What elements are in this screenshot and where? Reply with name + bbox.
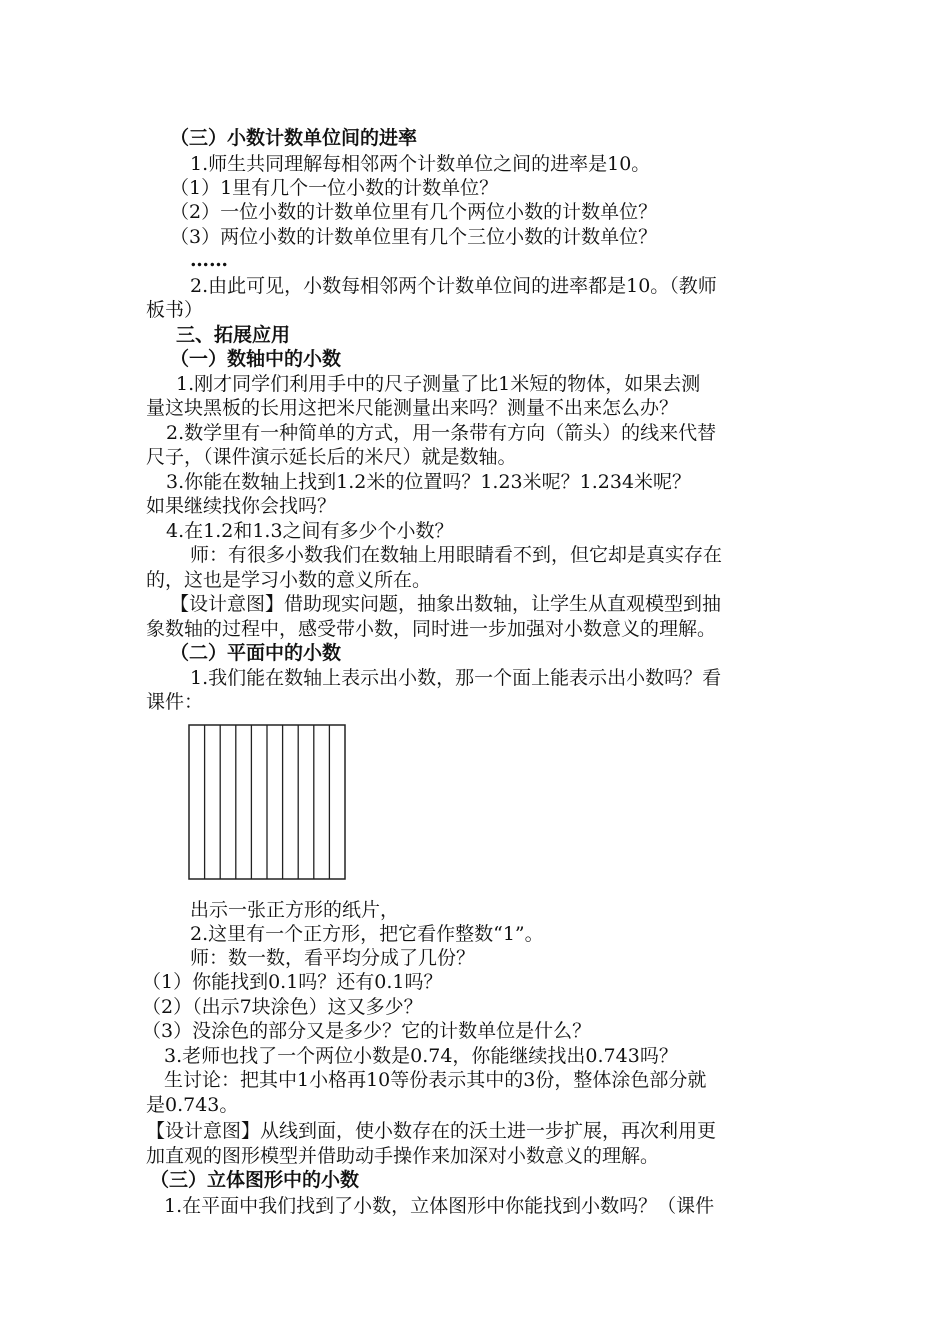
question-line: （1）1里有几个一位小数的计数单位？ xyxy=(170,177,499,199)
design-intent-line: 加直观的图形模型并借助动手操作来加深对小数意义的理解。 xyxy=(146,1145,660,1167)
ellipsis: …… xyxy=(190,249,228,271)
paragraph-line: 2.由此可见，小数每相邻两个计数单位间的进率都是10。（教师 xyxy=(190,275,717,297)
paragraph-line: 生讨论：把其中1小格再10等份表示其中的3份，整体涂色部分就 xyxy=(164,1069,707,1091)
paragraph-line: 量这块黑板的长用这把米尺能测量出来吗？测量不出来怎么办？ xyxy=(146,397,679,419)
paragraph-line: 3.老师也找了一个两位小数是0.74，你能继续找出0.743吗？ xyxy=(164,1045,678,1067)
paragraph-line: 4.在1.2和1.3之间有多少个小数？ xyxy=(166,520,454,542)
paragraph-line: 1.我们能在数轴上表示出小数，那一个面上能表示出小数吗？看 xyxy=(190,667,722,689)
heading-number-line: （一）数轴中的小数 xyxy=(170,348,342,370)
paragraph-line: 师：有很多小数我们在数轴上用眼睛看不到，但它却是真实存在 xyxy=(190,544,723,566)
section-heading-extension: 三、拓展应用 xyxy=(176,324,291,346)
square-divided-into-ten-strips xyxy=(188,724,346,880)
heading-plane-decimals: （二）平面中的小数 xyxy=(170,642,342,664)
design-intent-line: 象数轴的过程中，感受带小数，同时进一步加强对小数意义的理解。 xyxy=(146,618,717,640)
paragraph-line: 的，这也是学习小数的意义所在。 xyxy=(146,569,432,591)
paragraph-line: 2.这里有一个正方形，把它看作整数“1”。 xyxy=(190,923,544,945)
paragraph-line: 是0.743。 xyxy=(146,1094,239,1116)
question-line: （2）（出示7块涂色）这又多少？ xyxy=(142,996,423,1018)
heading-solid-decimals: （三）立体图形中的小数 xyxy=(150,1169,360,1191)
paragraph-line: 1.在平面中我们找到了小数，立体图形中你能找到小数吗？（课件 xyxy=(164,1195,715,1217)
design-intent-line: 【设计意图】借助现实问题，抽象出数轴，让学生从直观模型到抽 xyxy=(170,593,722,615)
paragraph-line: 课件： xyxy=(146,691,204,713)
paragraph-line: 1.刚才同学们利用手中的尺子测量了比1米短的物体，如果去测 xyxy=(176,373,701,395)
question-line: （3）两位小数的计数单位里有几个三位小数的计数单位？ xyxy=(170,226,658,248)
paragraph-line: 尺子，（课件演示延长后的米尺）就是数轴。 xyxy=(146,446,517,468)
heading-counting-unit-ratio: （三）小数计数单位间的进率 xyxy=(170,127,418,149)
paragraph-line: 1.师生共同理解每相邻两个计数单位之间的进率是10。 xyxy=(190,153,651,175)
question-line: （3）没涂色的部分又是多少？它的计数单位是什么？ xyxy=(142,1020,592,1042)
design-intent-line: 【设计意图】从线到面，使小数存在的沃土进一步扩展，再次利用更 xyxy=(146,1120,717,1142)
question-line: （2）一位小数的计数单位里有几个两位小数的计数单位？ xyxy=(170,201,658,223)
paragraph-line: 师：数一数，看平均分成了几份？ xyxy=(190,947,476,969)
question-line: （1）你能找到0.1吗？还有0.1吗？ xyxy=(142,971,443,993)
paragraph-line: 如果继续找你会找吗？ xyxy=(146,495,337,517)
strip-figure-svg xyxy=(188,724,346,880)
paragraph-line: 出示一张正方形的纸片， xyxy=(190,899,400,921)
paragraph-line: 2.数学里有一种简单的方式，用一条带有方向（箭头）的线来代替 xyxy=(166,422,717,444)
paragraph-line: 3.你能在数轴上找到1.2米的位置吗？1.23米呢？1.234米呢？ xyxy=(166,471,692,493)
paragraph-line: 板书） xyxy=(146,299,204,321)
